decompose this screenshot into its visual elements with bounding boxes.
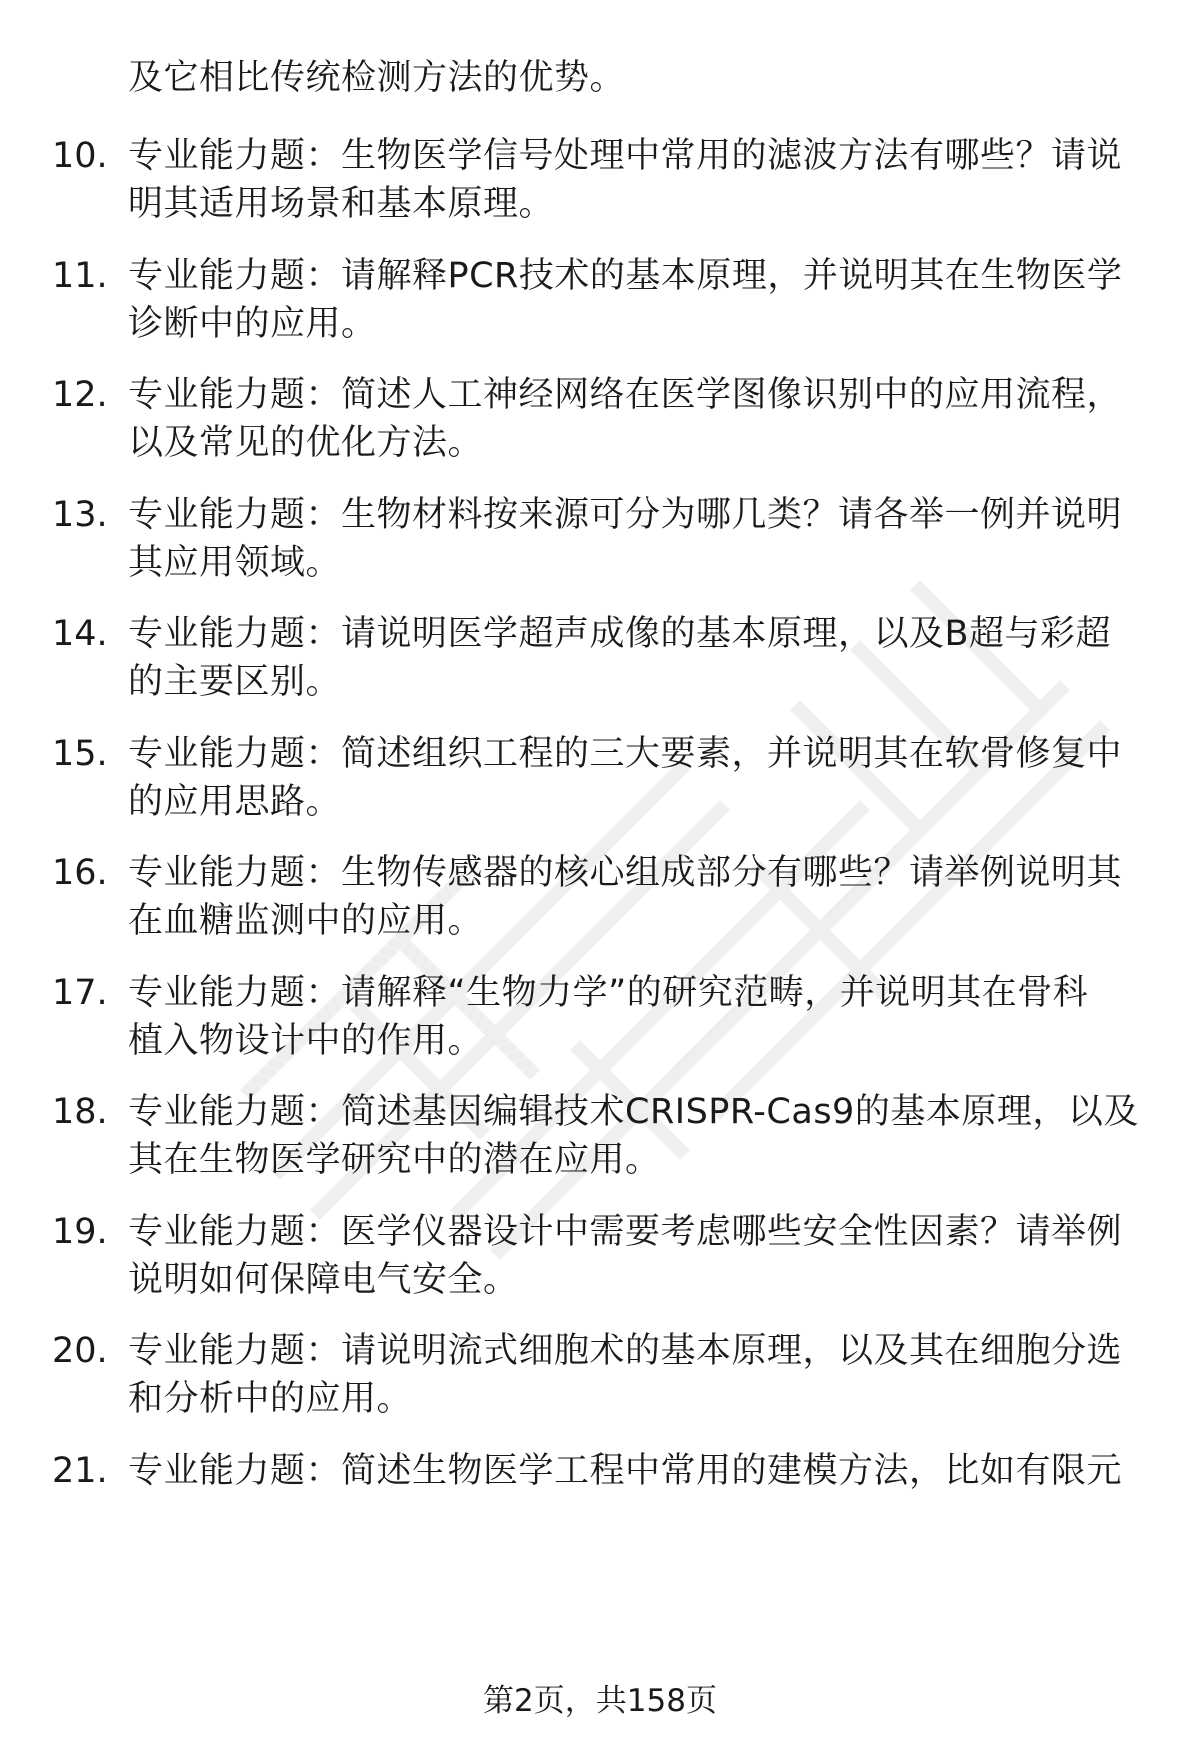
question-number: 17. [52, 973, 108, 1013]
question-text-line-1: 专业能力题：生物医学信号处理中常用的滤波方法有哪些？请说 [128, 136, 1123, 176]
question-text-line-2: 的主要区别。 [128, 662, 342, 702]
question-number: 16. [52, 853, 108, 893]
question-number: 13. [52, 495, 108, 535]
question-number: 15. [52, 734, 108, 774]
question-text-line-2: 以及常见的优化方法。 [128, 423, 484, 463]
question-text-line-2: 明其适用场景和基本原理。 [128, 184, 555, 224]
question-text-line-2: 诊断中的应用。 [128, 304, 377, 344]
question-text-line-1: 专业能力题：生物传感器的核心组成部分有哪些？请举例说明其 [128, 853, 1123, 893]
question-text-line-2: 和分析中的应用。 [128, 1379, 413, 1419]
question-text-line-2: 说明如何保障电气安全。 [128, 1260, 519, 1300]
question-number: 21. [52, 1451, 108, 1491]
question-number: 20. [52, 1331, 108, 1371]
question-text-line-1: 专业能力题：简述人工神经网络在医学图像识别中的应用流程， [128, 375, 1123, 415]
question-text-line-2: 其应用领域。 [128, 543, 342, 583]
question-text-line-1: 专业能力题：请解释PCR技术的基本原理，并说明其在生物医学 [128, 256, 1123, 296]
question-text-line-2: 植入物设计中的作用。 [128, 1021, 484, 1061]
question-text-line-1: 专业能力题：简述生物医学工程中常用的建模方法，比如有限元 [128, 1451, 1123, 1491]
page-footer: 第2页，共158页 [483, 1683, 717, 1719]
question-text-line-1: 专业能力题：简述组织工程的三大要素，并说明其在软骨修复中 [128, 734, 1123, 774]
question-text-line-2: 在血糖监测中的应用。 [128, 901, 484, 941]
question-number: 11. [52, 256, 108, 296]
question-text-line-1: 专业能力题：简述基因编辑技术CRISPR-Cas9的基本原理，以及 [128, 1092, 1139, 1132]
question-text-line-1: 专业能力题：生物材料按来源可分为哪几类？请各举一例并说明 [128, 495, 1123, 535]
question-text-line-1: 专业能力题：请说明流式细胞术的基本原理，以及其在细胞分选 [128, 1331, 1123, 1371]
question-text-line-2: 的应用思路。 [128, 782, 342, 822]
continuation-text: 及它相比传统检测方法的优势。 [128, 58, 626, 98]
question-text-line-2: 其在生物医学研究中的潜在应用。 [128, 1140, 661, 1180]
question-text-line-1: 专业能力题：医学仪器设计中需要考虑哪些安全性因素？请举例 [128, 1212, 1123, 1252]
question-text-line-1: 专业能力题：请解释“生物力学”的研究范畴，并说明其在骨科 [128, 973, 1089, 1013]
question-number: 19. [52, 1212, 108, 1252]
question-number: 14. [52, 614, 108, 654]
question-number: 12. [52, 375, 108, 415]
question-number: 18. [52, 1092, 108, 1132]
question-text-line-1: 专业能力题：请说明医学超声成像的基本原理，以及B超与彩超 [128, 614, 1112, 654]
question-number: 10. [52, 136, 108, 176]
